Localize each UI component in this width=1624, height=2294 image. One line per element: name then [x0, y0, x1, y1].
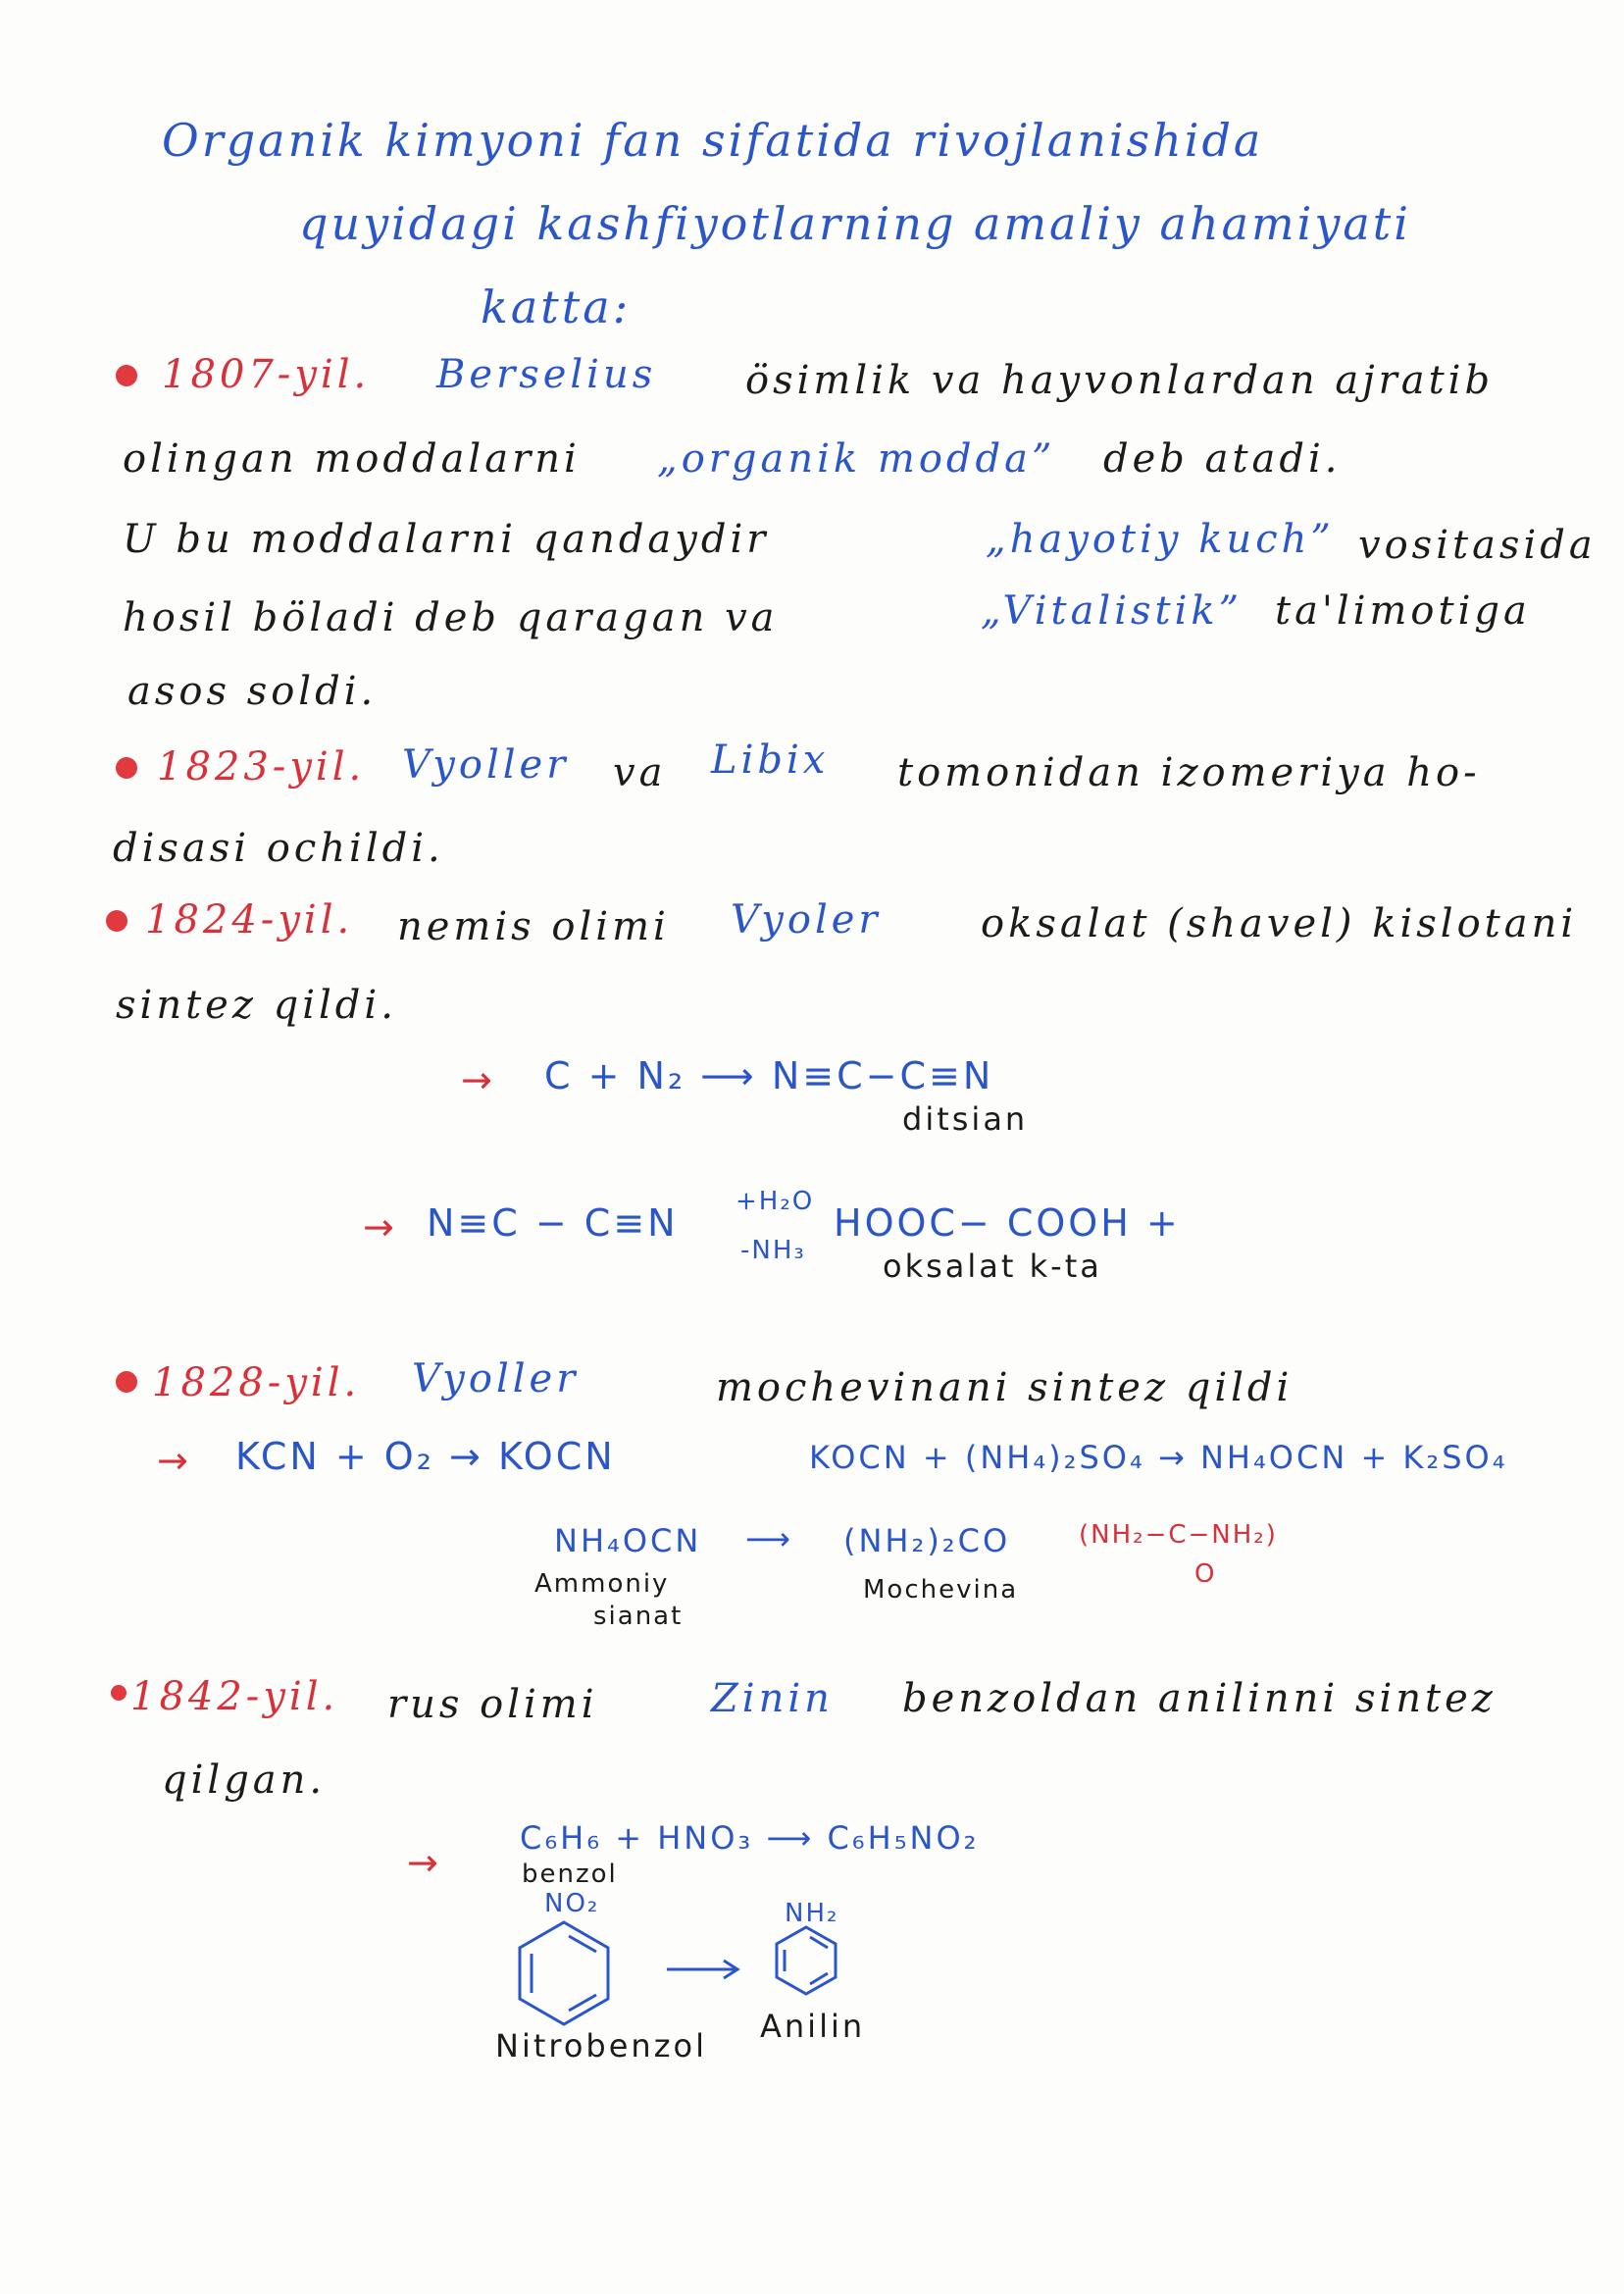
equation-4-left: NH₄OCN	[554, 1522, 702, 1559]
equation-4-arrow: ⟶	[745, 1520, 793, 1557]
text-line: ta'limotiga	[1275, 588, 1531, 634]
text-line: rus olimi	[387, 1682, 598, 1727]
equation-4-oxygen: O	[1194, 1559, 1217, 1589]
name-zinin: Zinin	[711, 1676, 834, 1721]
text-line: mochevinani sintez qildi	[716, 1365, 1294, 1410]
nitro-group: NO₂	[544, 1889, 600, 1918]
label-sianat: sianat	[593, 1602, 684, 1631]
name-berselius: Berselius	[436, 352, 657, 397]
intro-line-1: Organik kimyoni fan sifatida rivojlanishida	[162, 114, 1264, 167]
year-1824: 1824-yil.	[145, 897, 354, 943]
term-vitalistik: „Vitalistik”	[981, 588, 1243, 634]
label-nitrobenzol: Nitrobenzol	[495, 2027, 707, 2065]
equation-4-structure: (NH₂−C−NH₂)	[1079, 1520, 1278, 1550]
equation-2-top: +H₂O	[736, 1187, 815, 1216]
label-oksalat: oksalat k-ta	[883, 1248, 1102, 1285]
equation-3b: KOCN + (NH₄)₂SO₄ → NH₄OCN + K₂SO₄	[809, 1439, 1508, 1476]
text-line: hosil böladi deb qaragan va	[123, 595, 779, 640]
aniline-ring-icon	[777, 1927, 836, 1994]
arrow-marker: →	[157, 1439, 191, 1482]
intro-line-2: quyidagi kashfiyotlarning amaliy ahamiyati	[299, 197, 1411, 250]
text-line: benzoldan anilinni sintez	[902, 1676, 1497, 1721]
term-hayotiy-kuch: „hayotiy kuch”	[986, 517, 1335, 562]
label-ammoniy: Ammoniy	[534, 1569, 670, 1599]
equation-ditsian: C + N₂ ⟶ N≡C−C≡N	[544, 1054, 994, 1097]
text-line: tomonidan izomeriya ho-	[897, 750, 1481, 795]
label-ditsian: ditsian	[902, 1100, 1029, 1138]
text-line: disasi ochildi.	[113, 826, 444, 871]
label-anilin: Anilin	[760, 2008, 866, 2045]
text-line: vositasida	[1358, 523, 1597, 568]
intro-line-3: katta:	[481, 280, 632, 333]
equation-5: C₆H₆ + HNO₃ ⟶ C₆H₅NO₂	[520, 1819, 980, 1857]
name-libix: Libix	[711, 738, 830, 783]
text-line: va	[613, 750, 667, 795]
reaction-arrow-icon	[667, 1961, 737, 1978]
label-benzol: benzol	[522, 1860, 618, 1889]
arrow-marker: →	[461, 1058, 495, 1101]
arrow-marker: →	[407, 1841, 441, 1884]
name-vyoller: Vyoller	[402, 742, 570, 788]
text-line: olingan moddalarni	[123, 436, 581, 482]
text-line: asos soldi.	[127, 669, 378, 714]
year-1828: 1828-yil.	[152, 1360, 361, 1405]
nitrobenzene-ring-icon	[520, 1922, 608, 2024]
label-mochevina: Mochevina	[863, 1575, 1019, 1605]
text-line: sintez qildi.	[116, 983, 397, 1028]
arrow-marker: →	[363, 1205, 397, 1249]
term-organik-modda: „organik modda”	[657, 436, 1056, 482]
amino-group: NH₂	[785, 1899, 839, 1928]
equation-2-right: HOOC− COOH +	[834, 1201, 1181, 1245]
name-vyoler: Vyoler	[731, 897, 882, 943]
text-line: U bu moddalarni qandaydir	[123, 517, 770, 562]
text-line: deb atadi.	[1103, 436, 1342, 482]
text-line: qilgan.	[162, 1758, 327, 1803]
text-line: oksalat (shavel) kislotani	[981, 901, 1578, 946]
text-line: ösimlik va hayvonlardan ajratib	[745, 358, 1495, 403]
equation-3a: KCN + O₂ → KOCN	[235, 1435, 616, 1478]
equation-2-bottom: -NH₃	[740, 1236, 806, 1265]
name-vyoller: Vyoller	[412, 1356, 580, 1402]
equation-4-right: (NH₂)₂CO	[843, 1522, 1011, 1559]
year-1842: 1842-yil.	[130, 1674, 339, 1719]
year-1807: 1807-yil.	[162, 352, 371, 397]
text-line: nemis olimi	[397, 904, 670, 949]
year-1823: 1823-yil.	[157, 744, 366, 790]
equation-2-left: N≡C − C≡N	[427, 1201, 679, 1245]
